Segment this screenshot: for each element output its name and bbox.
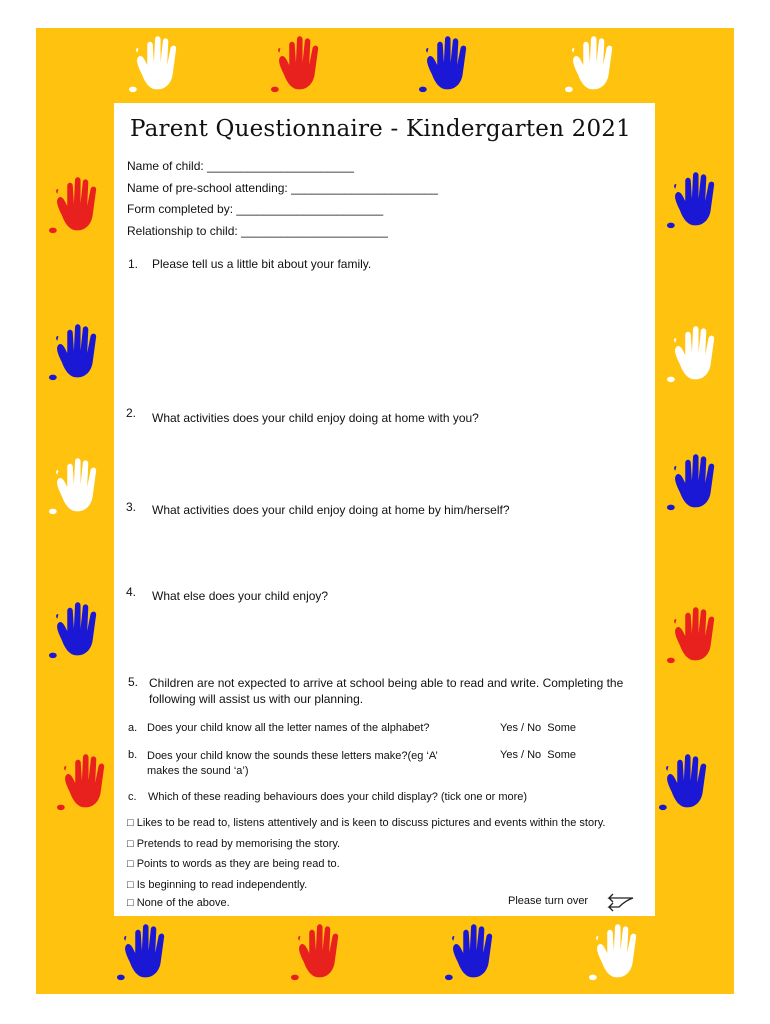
checkbox-option[interactable] [127, 817, 606, 829]
field-name-of-child [127, 159, 354, 173]
checkbox-option[interactable] [127, 897, 230, 909]
subquestion-text: Which of these reading behaviours does your child display? (tick one or more) [148, 791, 528, 803]
blue-handprint-icon [44, 600, 106, 662]
field-label: Relationship to child: [127, 224, 238, 238]
question-text: What activities does your child enjoy doing at home with you? [152, 411, 479, 425]
blue-handprint-icon [662, 170, 724, 232]
blue-handprint-icon [112, 922, 174, 984]
white-handprint-icon [584, 922, 646, 984]
subquestion-letter: c. [128, 791, 137, 803]
blue-handprint-icon [414, 34, 476, 96]
question-number: 2. [126, 406, 137, 420]
turn-over-arrow-icon [603, 892, 635, 914]
blue-handprint-icon [440, 922, 502, 984]
question-text: Please tell us a little bit about your family. [152, 257, 372, 271]
field-blank[interactable]: ______________________ [236, 202, 384, 216]
question-text: What activities does your child enjoy doing at home by him/herself? [152, 503, 510, 517]
subquestion-letter: b. [128, 749, 138, 761]
field-completed-by [127, 202, 383, 216]
field-blank[interactable]: ______________________ [291, 181, 438, 195]
checkbox-label: Likes to be read to, listens attentively and is keen to discuss pictures and events within the story. [136, 817, 606, 829]
page-title: Parent Questionnaire - Kindergarten 2021 [130, 116, 631, 142]
question-text: Children are not expected to arrive at school being able to read and write. Completing the following will assist us with our planning. [149, 676, 624, 706]
subquestion-text: Does your child know the sounds these letters make?(eg ‘A’ makes the sound ‘a’) [147, 750, 438, 777]
field-label: Form completed by: [127, 202, 234, 216]
subquestion-text: Does your child know all the letter names of the alphabet? [147, 722, 430, 734]
field-pre-school [127, 181, 438, 195]
field-blank[interactable]: ______________________ [241, 224, 388, 238]
white-handprint-icon [560, 34, 622, 96]
question-number: 5. [128, 675, 139, 689]
blue-handprint-icon [662, 452, 724, 514]
field-blank[interactable]: ______________________ [207, 159, 354, 173]
checkbox-icon[interactable]: □ [127, 838, 134, 850]
checkbox-label: Points to words as they are being read to. [136, 858, 340, 870]
checkbox-label: Is beginning to read independently. [136, 879, 308, 891]
checkbox-label: None of the above. [136, 897, 230, 909]
answer-options[interactable]: Yes / No Some [500, 749, 577, 761]
checkbox-icon[interactable]: □ [127, 858, 134, 870]
checkbox-icon[interactable]: □ [127, 897, 134, 909]
checkbox-option[interactable] [127, 838, 340, 850]
question-number: 3. [126, 500, 137, 514]
checkbox-option[interactable] [127, 879, 307, 891]
subquestion-letter: a. [128, 722, 138, 734]
answer-options[interactable]: Yes / No Some [500, 722, 577, 734]
red-handprint-icon [266, 34, 328, 96]
blue-handprint-icon [654, 752, 716, 814]
red-handprint-icon [662, 605, 724, 667]
checkbox-icon[interactable]: □ [127, 817, 134, 829]
red-handprint-icon [44, 175, 106, 237]
turn-over-text: Please turn over [508, 895, 589, 907]
white-handprint-icon [124, 34, 186, 96]
checkbox-label: Pretends to read by memorising the story. [136, 838, 341, 850]
red-handprint-icon [52, 752, 114, 814]
question-number: 1. [128, 257, 139, 271]
white-handprint-icon [44, 456, 106, 518]
field-label: Name of child: [127, 159, 204, 173]
blue-handprint-icon [44, 322, 106, 384]
question-text: What else does your child enjoy? [152, 589, 329, 603]
white-handprint-icon [662, 324, 724, 386]
checkbox-option[interactable] [127, 858, 340, 870]
field-label: Name of pre-school attending: [127, 181, 288, 195]
question-number: 4. [126, 585, 137, 599]
red-handprint-icon [286, 922, 348, 984]
checkbox-icon[interactable]: □ [127, 879, 134, 891]
field-relationship [127, 224, 388, 238]
